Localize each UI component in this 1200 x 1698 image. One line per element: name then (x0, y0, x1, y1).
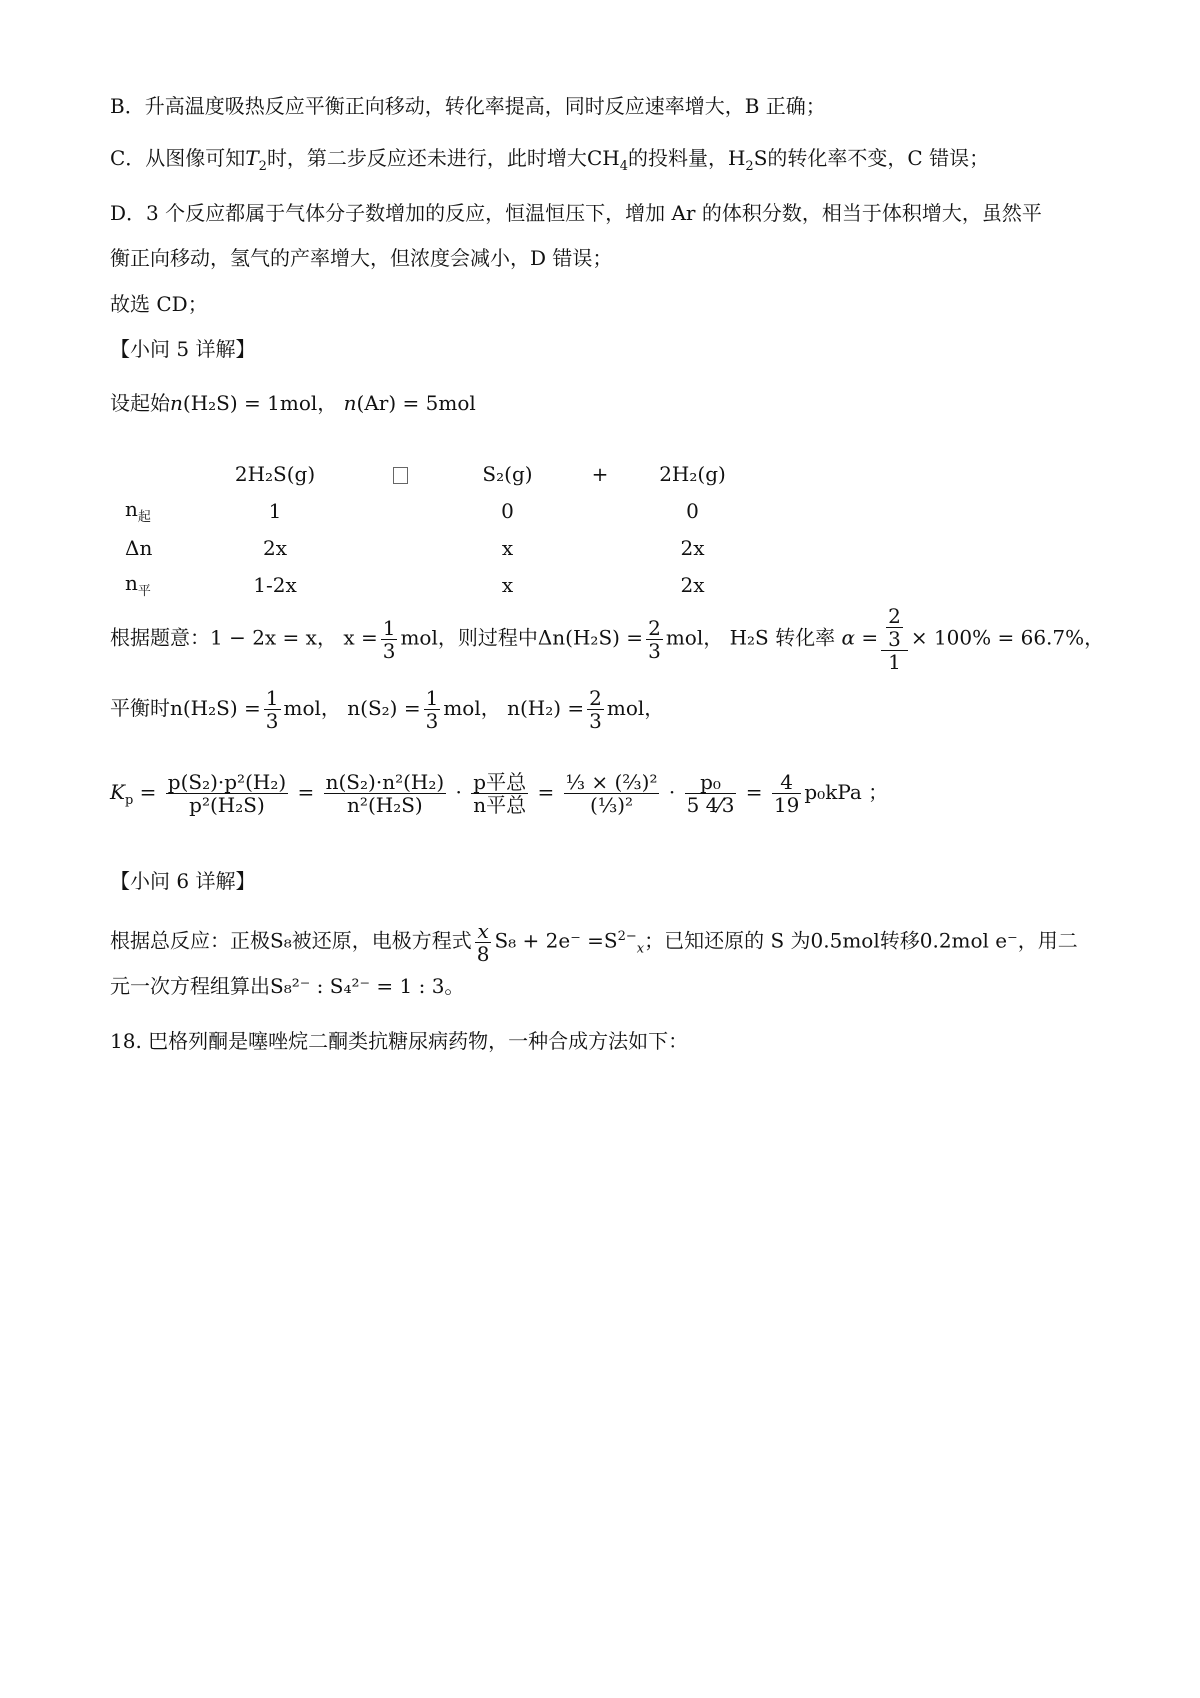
table-row: $n_平$ 1-2x x 2x (125, 570, 705, 599)
section-heading-5: 【小问 5 详解】 (110, 337, 256, 361)
option-d-text-2: 衡正向移动，氢气的产率增大，但浓度会减小，D 错误； (110, 246, 613, 270)
reversible-arrow-icon (393, 467, 408, 484)
q6-line-2: 元一次方程组算出S₈²⁻ : S₄²⁻ = 1 : 3。 (110, 974, 465, 998)
section-heading-6: 【小问 6 详解】 (110, 869, 256, 893)
setup-line: 设起始n(H₂S) = 1mol， n(Ar) = 5mol (110, 391, 476, 415)
equilibrium-line: 平衡时n(H₂S) = $\frac{1}{3}$ mol， n(S₂) = $\frac{1}{3}$ mol， n(H₂) = $\frac{2}{3}$ mol， (110, 686, 665, 733)
ice-table (125, 455, 745, 603)
q6-line-1: 根据总反应：正极S₈被还原，电极方程式 $\frac{x}{8}$ $S_8 + 2e^- =S^{2-}_x$；已知还原的 S 为0.5mol转移0.2mol e⁻，用二 (110, 918, 1078, 966)
option-b-text: B．升高温度吸热反应平衡正向移动，转化率提高，同时反应速率增大，B 正确； (110, 94, 826, 118)
table-row: $n_起$ 1 0 0 (125, 496, 699, 525)
reaction-row: 2H₂S(g) S₂(g) + 2H₂(g) (234, 461, 726, 486)
kp-formula: $K_p$ = $\frac{\text{p(S₂)·p²(H₂)}}{\text{p²(H₂S)}}$ = $\frac{\text{n(S₂)·n²(H₂)}}{\text{n²(H₂S)}}$ · $\frac{\text{p平总}}{\text{n平总}}$ = $\frac{\text{⅓ × (⅔)²}}{\text{(⅓)²}}$ · $\frac{\text{p₀}}{5 4⁄3}$ = $\frac{4}{19}$ p₀kPa ； (110, 770, 889, 817)
calc-line: 根据题意：1 − 2x = x， x = $\frac{1}{3}$ mol，则过程中Δn(H₂S) = $\frac{2}{3}$ mol， H₂S 转化率 α = $\frac{\frac{2}{3}}{1}$ × 100% = 66.7%， (110, 604, 1105, 674)
answer-selection: 故选 CD； (110, 292, 208, 316)
question-18-text: 18. 巴格列酮是噻唑烷二酮类抗糖尿病药物，一种合成方法如下： (110, 1029, 689, 1053)
option-c-text: C．从图像可知$T_2$时，第二步反应还未进行，此时增大$CH_4$的投料量，$H_2S$的转化率不变，C 错误； (110, 146, 990, 174)
option-d-text-1: D．3 个反应都属于气体分子数增加的反应，恒温恒压下，增加 Ar 的体积分数，相当于体积增大，虽然平 (110, 201, 1042, 225)
table-row: Δn 2x x 2x (125, 535, 705, 560)
